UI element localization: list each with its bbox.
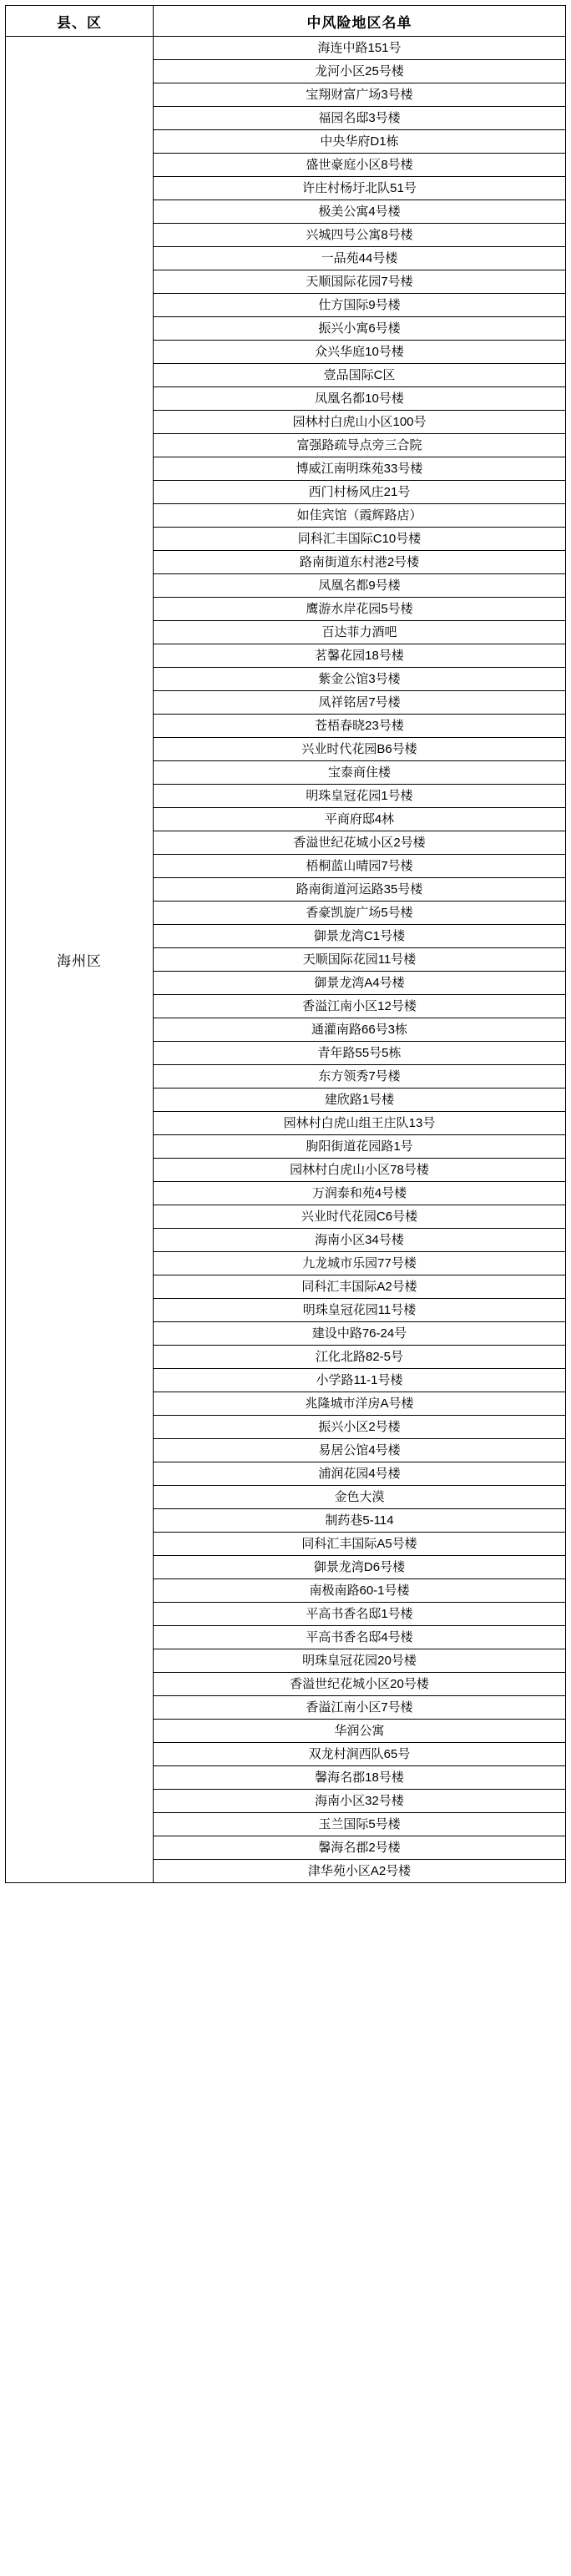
area-cell: 华润公寓 — [154, 1720, 566, 1743]
column-header-areas: 中风险地区名单 — [154, 6, 566, 37]
table-body — [6, 37, 566, 1883]
area-cell: 兴业时代花园C6号楼 — [154, 1205, 566, 1229]
area-cell: 振兴小寓6号楼 — [154, 317, 566, 341]
area-cell: 御景龙湾C1号楼 — [154, 925, 566, 948]
area-cell: 百达菲力酒吧 — [154, 621, 566, 644]
area-cell: 如佳宾馆（霞辉路店） — [154, 504, 566, 528]
area-cell: 平高书香名邸1号楼 — [154, 1603, 566, 1626]
area-cell: 小学路11-1号楼 — [154, 1369, 566, 1392]
area-cell: 香溢世纪花城小区2号楼 — [154, 831, 566, 855]
area-cell: 馨海名郡2号楼 — [154, 1836, 566, 1860]
area-cell: 壹品国际C区 — [154, 364, 566, 387]
district-cell: 海州区 — [6, 37, 154, 1883]
area-cell: 易居公馆4号楼 — [154, 1439, 566, 1462]
area-cell: 海南小区34号楼 — [154, 1229, 566, 1252]
area-cell: 梧桐蓝山晴园7号楼 — [154, 855, 566, 878]
area-cell: 西门村杨风庄21号 — [154, 481, 566, 504]
table-header — [6, 6, 566, 37]
area-cell: 御景龙湾D6号楼 — [154, 1556, 566, 1579]
area-cell: 博威江南明珠苑33号楼 — [154, 457, 566, 481]
area-cell: 金色大漠 — [154, 1486, 566, 1509]
area-cell: 制药巷5-114 — [154, 1509, 566, 1533]
area-cell: 东方领秀7号楼 — [154, 1065, 566, 1088]
risk-areas-table — [5, 5, 566, 1883]
area-cell: 建设中路76-24号 — [154, 1322, 566, 1346]
area-cell: 路南街道河运路35号楼 — [154, 878, 566, 902]
area-cell: 振兴小区2号楼 — [154, 1416, 566, 1439]
table-row — [6, 37, 566, 60]
area-cell: 建欣路1号楼 — [154, 1088, 566, 1112]
area-cell: 富强路疏导点旁三合院 — [154, 434, 566, 457]
area-cell: 万润泰和苑4号楼 — [154, 1182, 566, 1205]
area-cell: 宝泰商住楼 — [154, 761, 566, 785]
area-cell: 御景龙湾A4号楼 — [154, 972, 566, 995]
area-cell: 明珠皇冠花园11号楼 — [154, 1299, 566, 1322]
area-cell: 同科汇丰国际A5号楼 — [154, 1533, 566, 1556]
area-cell: 通灌南路66号3栋 — [154, 1018, 566, 1042]
table-header-row — [6, 6, 566, 37]
area-cell: 许庄村杨圩北队51号 — [154, 177, 566, 200]
area-cell: 香豪凯旋广场5号楼 — [154, 902, 566, 925]
area-cell: 凤祥铭居7号楼 — [154, 691, 566, 715]
area-cell: 园林村白虎山小区78号楼 — [154, 1159, 566, 1182]
area-cell: 明珠皇冠花园20号楼 — [154, 1649, 566, 1673]
area-cell: 青年路55号5栋 — [154, 1042, 566, 1065]
area-cell: 兆隆城市洋房A号楼 — [154, 1392, 566, 1416]
area-cell: 福园名邸3号楼 — [154, 107, 566, 130]
area-cell: 海连中路151号 — [154, 37, 566, 60]
area-cell: 海南小区32号楼 — [154, 1790, 566, 1813]
area-cell: 园林村白虎山小区100号 — [154, 411, 566, 434]
area-cell: 众兴华庭10号楼 — [154, 341, 566, 364]
area-cell: 平商府邸4林 — [154, 808, 566, 831]
area-cell: 兴业时代花园B6号楼 — [154, 738, 566, 761]
area-cell: 明珠皇冠花园1号楼 — [154, 785, 566, 808]
area-cell: 香溢世纪花城小区20号楼 — [154, 1673, 566, 1696]
area-cell: 盛世豪庭小区8号楼 — [154, 154, 566, 177]
area-cell: 鹰游水岸花园5号楼 — [154, 598, 566, 621]
area-cell: 园林村白虎山组王庄队13号 — [154, 1112, 566, 1135]
area-cell: 香溢江南小区12号楼 — [154, 995, 566, 1018]
area-cell: 极美公寓4号楼 — [154, 200, 566, 224]
area-cell: 宝翔财富广场3号楼 — [154, 83, 566, 107]
area-cell: 香溢江南小区7号楼 — [154, 1696, 566, 1720]
area-cell: 茗馨花园18号楼 — [154, 644, 566, 668]
area-cell: 同科汇丰国际C10号楼 — [154, 528, 566, 551]
area-cell: 紫金公馆3号楼 — [154, 668, 566, 691]
area-cell: 朐阳街道花园路1号 — [154, 1135, 566, 1159]
area-cell: 南极南路60-1号楼 — [154, 1579, 566, 1603]
area-cell: 九龙城市乐园77号楼 — [154, 1252, 566, 1275]
area-cell: 双龙村涧西队65号 — [154, 1743, 566, 1766]
area-cell: 江化北路82-5号 — [154, 1346, 566, 1369]
area-cell: 路南街道东村港2号楼 — [154, 551, 566, 574]
column-header-district: 县、区 — [6, 6, 154, 37]
area-cell: 凤凰名都9号楼 — [154, 574, 566, 598]
area-cell: 浦润花园4号楼 — [154, 1462, 566, 1486]
area-cell: 中央华府D1栋 — [154, 130, 566, 154]
area-cell: 天顺国际花园11号楼 — [154, 948, 566, 972]
area-cell: 津华苑小区A2号楼 — [154, 1860, 566, 1883]
area-cell: 平高书香名邸4号楼 — [154, 1626, 566, 1649]
area-cell: 一品苑44号楼 — [154, 247, 566, 270]
area-cell: 馨海名郡18号楼 — [154, 1766, 566, 1790]
area-cell: 龙河小区25号楼 — [154, 60, 566, 83]
area-cell: 兴城四号公寓8号楼 — [154, 224, 566, 247]
area-cell: 天顺国际花园7号楼 — [154, 270, 566, 294]
area-cell: 仕方国际9号楼 — [154, 294, 566, 317]
area-cell: 苍梧春晓23号楼 — [154, 715, 566, 738]
area-cell: 玉兰国际5号楼 — [154, 1813, 566, 1836]
area-cell: 同科汇丰国际A2号楼 — [154, 1275, 566, 1299]
area-cell: 凤凰名都10号楼 — [154, 387, 566, 411]
